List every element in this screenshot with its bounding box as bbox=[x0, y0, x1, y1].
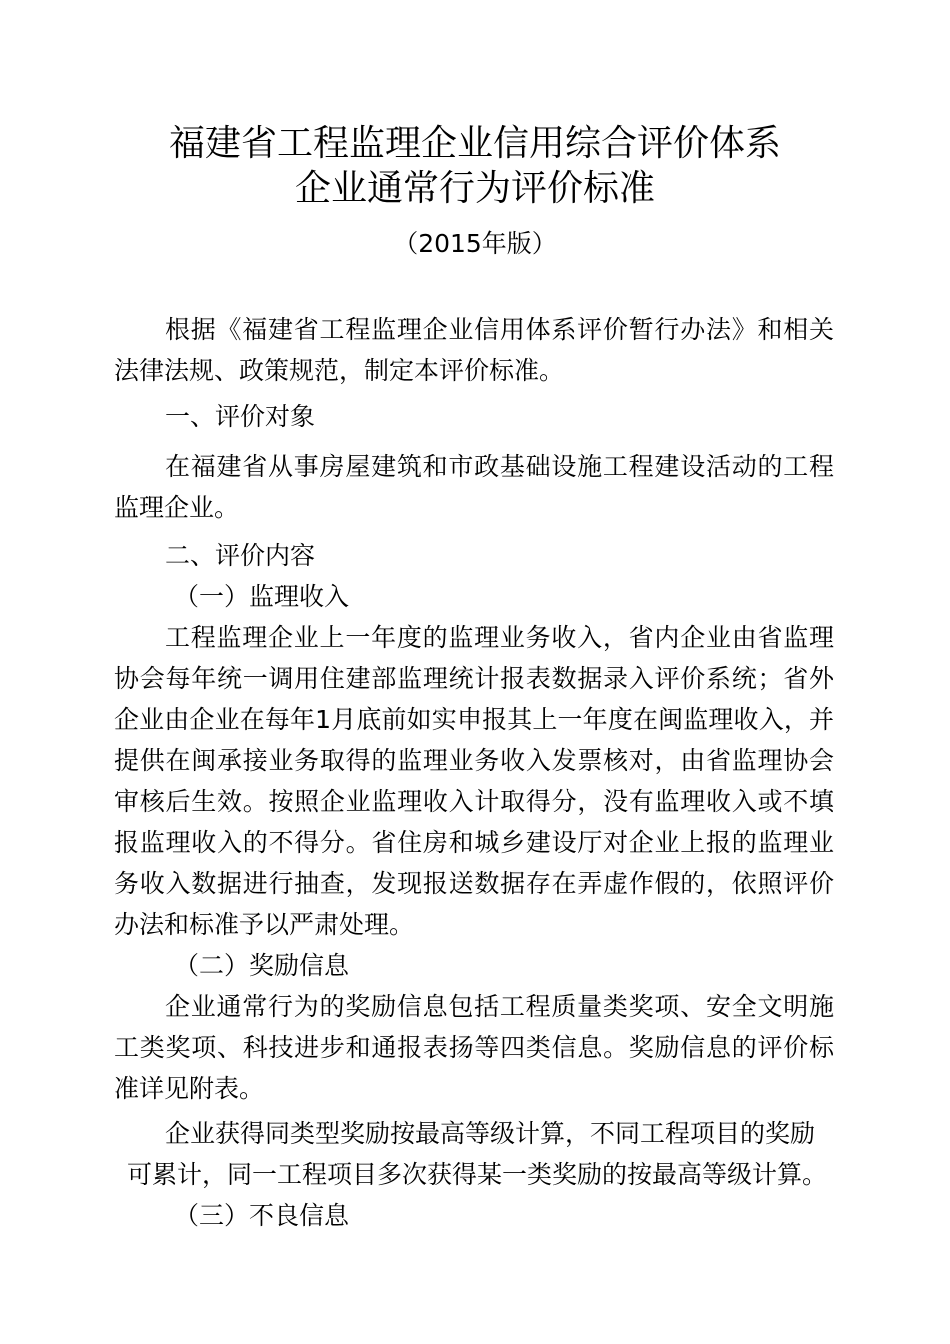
intro-paragraph: 根据《福建省工程监理企业信用体系评价暂行办法》和相关法律法规、政策规范，制定本评价标准。 bbox=[114, 315, 834, 385]
subsection2-paragraph-a: 企业通常行为的奖励信息包括工程质量类奖项、安全文明施工类奖项、科技进步和通报表扬等四类信息。奖励信息的评价标准详见附表。 bbox=[114, 992, 834, 1103]
subsection2-paragraph-b-line2: 可累计，同一工程项目多次获得某一类奖励的按最高等级计算。 bbox=[127, 1160, 828, 1189]
edition-label: （2015年版） bbox=[393, 229, 557, 258]
subsection2-paragraph-b-line1: 企业获得同类型奖励按最高等级计算，不同工程项目的奖励 bbox=[165, 1119, 816, 1148]
document-body bbox=[114, 309, 834, 1236]
section1-heading: 一、评价对象 bbox=[165, 402, 316, 431]
document-title-line2: 企业通常行为评价标准 bbox=[294, 168, 655, 209]
subsection1-heading: （一）监理收入 bbox=[174, 582, 350, 611]
section1-paragraph: 在福建省从事房屋建筑和市政基础设施工程建设活动的工程监理企业。 bbox=[114, 452, 834, 522]
document-title-line1: 福建省工程监理企业信用综合评价体系 bbox=[168, 123, 781, 164]
subsection2-heading: （二）奖励信息 bbox=[174, 951, 350, 980]
subsection3-heading: （三）不良信息 bbox=[174, 1201, 350, 1230]
section2-heading: 二、评价内容 bbox=[165, 541, 316, 570]
subsection1-paragraph: 工程监理企业上一年度的监理业务收入，省内企业由省监理协会每年统一调用住建部监理统计报表数据录入评价系统；省外企业由企业在每年1月底前如实申报其上一年度在闽监理收入，并提供在闽承接业务取得的监理业务收入发票核对，由省监理协会审核后生效。按照企业监理收入计取得分，没有监理收入或不填报监理收入的不得分。省住房和城乡建设厅对企业上报的监理业务收入数据进行抽查，发现报送数据存在弄虚作假的，依照评价办法和标准予以严肃处理。 bbox=[114, 623, 834, 939]
